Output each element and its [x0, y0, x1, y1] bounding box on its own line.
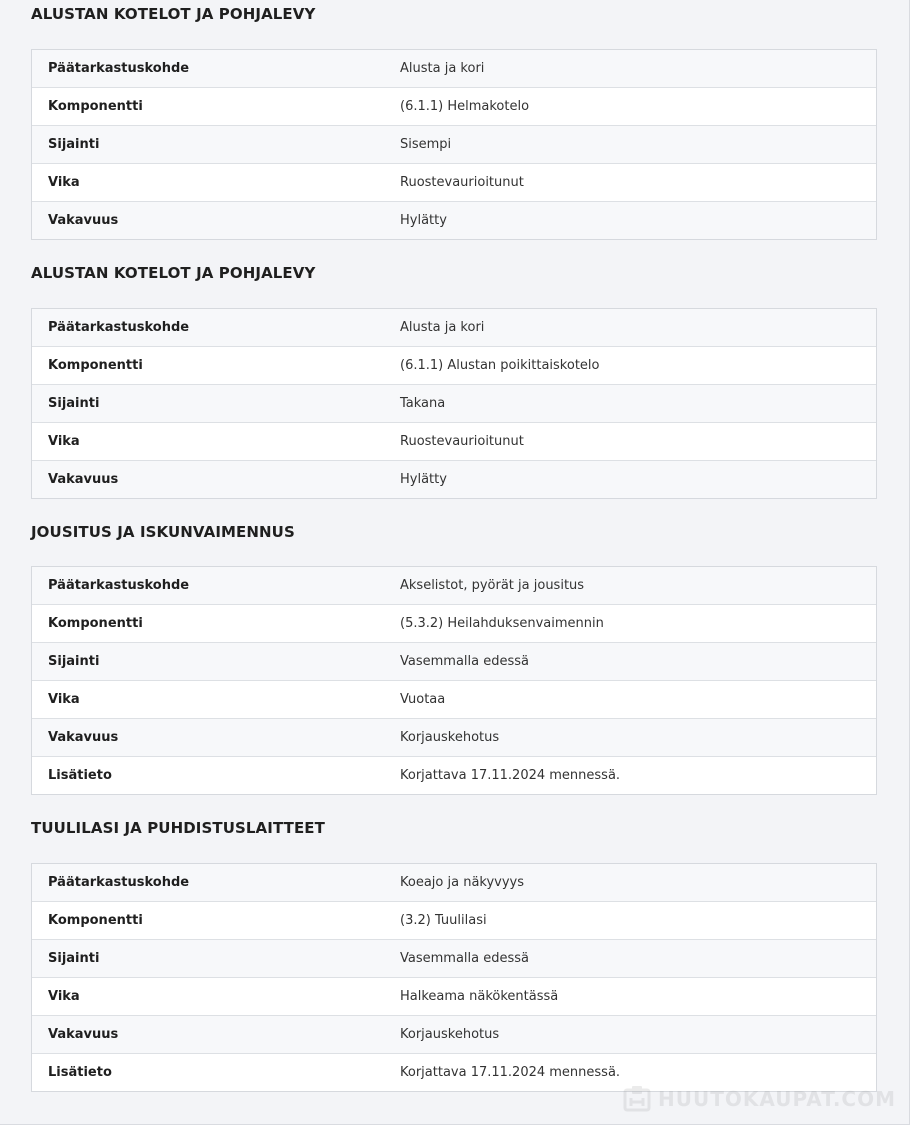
row-label: Päätarkastuskohde	[48, 875, 190, 890]
row-value: (3.2) Tuulilasi	[400, 913, 487, 928]
row-label: Vika	[48, 692, 80, 707]
row-label: Vika	[48, 175, 80, 190]
table-row	[32, 163, 876, 201]
row-label: Vakavuus	[48, 730, 119, 745]
row-label: Komponentti	[48, 616, 143, 631]
row-value: Akselistot, pyörät ja jousitus	[400, 578, 585, 593]
row-label: Sijainti	[48, 654, 100, 669]
row-label: Päätarkastuskohde	[48, 320, 190, 335]
row-label: Päätarkastuskohde	[48, 578, 190, 593]
inspection-section-2	[31, 259, 877, 487]
section-title: JOUSITUS JA ISKUNVAIMENNUS	[31, 523, 295, 541]
row-label: Sijainti	[48, 396, 100, 411]
row-value: Hylätty	[400, 472, 447, 487]
table-row	[32, 201, 876, 239]
table-row	[32, 604, 876, 642]
table-row	[32, 384, 876, 422]
row-label: Komponentti	[48, 358, 143, 373]
watermark-text: HUUTOKAUPAT.COM	[658, 1087, 896, 1111]
row-value: Koeajo ja näkyvyys	[400, 875, 525, 890]
inspection-table	[31, 308, 877, 499]
table-row	[32, 346, 876, 384]
table-row	[32, 567, 876, 604]
table-row	[32, 901, 876, 939]
table-row	[32, 125, 876, 163]
row-value: Alusta ja kori	[400, 320, 485, 335]
row-value: (6.1.1) Helmakotelo	[400, 99, 530, 114]
row-label: Vika	[48, 434, 80, 449]
row-value: (5.3.2) Heilahduksenvaimennin	[400, 616, 604, 631]
inspection-section-3	[31, 518, 877, 783]
row-label: Komponentti	[48, 913, 143, 928]
table-row	[32, 460, 876, 498]
row-label: Vakavuus	[48, 1027, 119, 1042]
row-label: Lisätieto	[48, 768, 112, 783]
row-value: Ruostevaurioitunut	[400, 175, 524, 190]
inspection-table	[31, 566, 877, 795]
section-title: ALUSTAN KOTELOT JA POHJALEVY	[31, 264, 316, 282]
table-row	[32, 50, 876, 87]
row-value: Vasemmalla edessä	[400, 654, 529, 669]
row-value: Vasemmalla edessä	[400, 951, 529, 966]
inspection-table	[31, 863, 877, 1092]
table-row	[32, 309, 876, 346]
row-value: Ruostevaurioitunut	[400, 434, 524, 449]
table-row	[32, 422, 876, 460]
table-row	[32, 756, 876, 794]
row-value: Hylätty	[400, 213, 447, 228]
table-row	[32, 977, 876, 1015]
row-label: Lisätieto	[48, 1065, 112, 1080]
table-row	[32, 1053, 876, 1091]
table-row	[32, 718, 876, 756]
row-label: Päätarkastuskohde	[48, 61, 190, 76]
row-value: Halkeama näkökentässä	[400, 989, 559, 1004]
row-value: Sisempi	[400, 137, 452, 152]
table-row	[32, 642, 876, 680]
table-row	[32, 864, 876, 901]
row-value: Korjattava 17.11.2024 mennessä.	[400, 1065, 621, 1080]
inspection-section-4	[31, 814, 877, 1080]
row-label: Sijainti	[48, 951, 100, 966]
section-title: ALUSTAN KOTELOT JA POHJALEVY	[31, 5, 316, 23]
row-label: Vakavuus	[48, 213, 119, 228]
row-label: Vakavuus	[48, 472, 119, 487]
row-value: Korjattava 17.11.2024 mennessä.	[400, 768, 621, 783]
table-row	[32, 680, 876, 718]
inspection-table	[31, 49, 877, 240]
row-label: Vika	[48, 989, 80, 1004]
inspection-section-1	[31, 0, 877, 228]
row-value: Korjauskehotus	[400, 730, 500, 745]
table-row	[32, 939, 876, 977]
row-value: Vuotaa	[400, 692, 446, 707]
table-row	[32, 1015, 876, 1053]
row-value: Alusta ja kori	[400, 61, 485, 76]
section-title: TUULILASI JA PUHDISTUSLAITTEET	[31, 819, 325, 837]
row-value: Korjauskehotus	[400, 1027, 500, 1042]
row-value: (6.1.1) Alustan poikittaiskotelo	[400, 358, 600, 373]
row-label: Komponentti	[48, 99, 143, 114]
table-row	[32, 87, 876, 125]
row-value: Takana	[400, 396, 446, 411]
row-label: Sijainti	[48, 137, 100, 152]
